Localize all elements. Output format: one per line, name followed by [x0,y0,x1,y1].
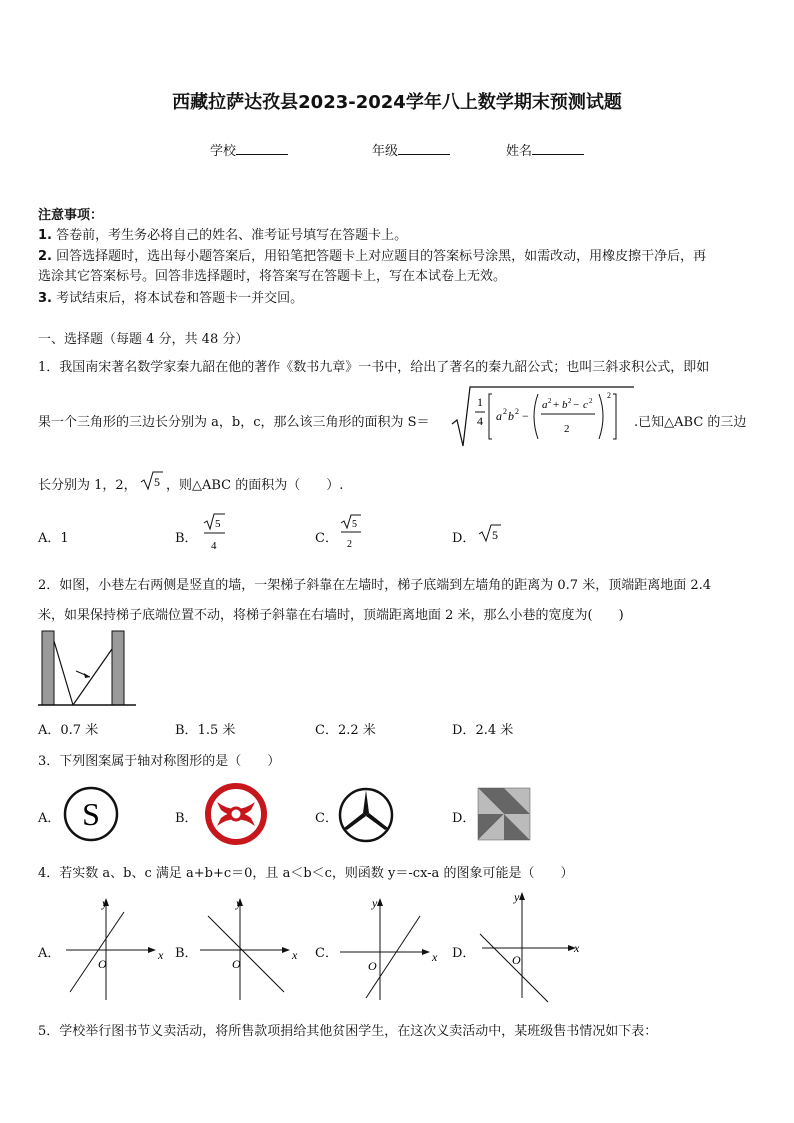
svg-text:2: 2 [564,423,570,435]
option-label: A． [38,811,61,826]
note-1-number: 1. [38,228,52,243]
q2-option-c[interactable] [315,719,376,738]
note-2-number: 2. [38,249,52,264]
q1-line-2b: .已知△ABC 的三边 [634,415,747,430]
option-label: D． [452,811,476,826]
grade-field [372,140,450,159]
note-2-cont: 选涂其它答案标号。回答非选择题时，将答案写在答题卡上，写在本试卷上无效。 [38,269,507,284]
q3-option-a[interactable] [38,807,60,826]
q4-graph-b [196,892,306,1004]
option-label: C． [315,946,338,961]
q1-option-d-sqrt5 [477,522,503,544]
heron-formula [450,384,636,450]
origin-label: O [368,959,377,973]
svg-text:4: 4 [211,540,217,552]
option-label: B． [175,723,198,738]
q4-graph-d [474,886,586,1004]
svg-text:5: 5 [492,528,498,542]
option-value: 1.5 米 [197,723,236,738]
option-label: A． [38,723,61,738]
svg-text:1: 1 [477,395,483,409]
svg-text:2: 2 [347,539,352,550]
svg-text:b: b [508,409,514,423]
note-1 [38,224,407,243]
q4-option-c[interactable] [315,942,338,961]
svg-text:+: + [553,399,560,411]
note-3-number: 3. [38,291,52,306]
option-label: D． [452,946,476,961]
option-label: C． [315,723,338,738]
school-field [210,140,288,159]
note-2-text: 回答选择题时，选出每小题答案后，用铅笔把答题卡上对应题目的答案标号涂黑，如需改动，用橡皮擦干净后，再 [56,249,707,264]
q3-option-b[interactable] [175,807,198,826]
option-label: C． [315,811,338,826]
q2-option-a[interactable] [38,719,98,738]
q4-option-d[interactable] [452,942,475,961]
q1-line-2a: 果一个三角形的三边长分别为 a，b，c，那么该三角形的面积为 S＝ [38,415,430,430]
q5-line-1: 5．学校举行图书节义卖活动，将所售款项捐给其他贫困学生，在这次义卖活动中，某班级售书情况如下表： [38,1024,658,1039]
pinwheel-pattern [476,786,532,842]
notes-heading: 注意事项： [38,208,104,223]
y-axis-label: y [514,890,520,904]
svg-text:5: 5 [154,475,160,489]
svg-text:2: 2 [568,397,572,405]
red-ring-logo [203,782,269,846]
q1-option-a[interactable] [38,527,69,546]
q1-line-3b: ，则△ABC 的面积为（ ）. [166,478,344,493]
option-value: 1 [60,531,69,546]
q1-line-3a: 长分别为 1，2， [38,478,137,493]
page-title: 西藏拉萨达孜县2023-2024学年八上数学期末预测试题 [172,92,622,113]
grade-blank [398,142,450,155]
q1-option-d[interactable] [452,527,475,546]
note-3 [38,287,303,306]
svg-text:4: 4 [477,414,483,428]
option-label: C． [315,531,338,546]
name-field [506,140,584,159]
x-axis-label: x [158,948,164,962]
y-axis-label: y [102,896,108,910]
alley-ladder-diagram [38,629,140,709]
q1-option-b-fraction [201,512,227,556]
x-axis-label: x [432,950,438,964]
q1-option-b[interactable] [175,527,198,546]
grade-label: 年级 [372,144,399,159]
sqrt5-symbol [139,469,165,491]
svg-text:−: − [573,399,580,411]
option-label: A． [38,946,61,961]
option-label: B． [175,811,198,826]
q2-option-d[interactable] [452,719,513,738]
q1-option-c[interactable] [315,527,338,546]
school-label: 学校 [210,144,237,159]
q2-option-b[interactable] [175,719,235,738]
q3-option-c[interactable] [315,807,338,826]
svg-text:2: 2 [503,407,507,416]
svg-text:b: b [562,399,568,411]
school-blank [236,142,288,155]
option-label: B． [175,531,198,546]
svg-text:a: a [496,409,502,423]
y-axis-label: y [372,896,378,910]
svg-text:2: 2 [548,397,552,405]
q2-line-2: 米，如果保持梯子底端位置不动，将梯子斜靠在右墙时，顶端距离地面 2 米，那么小巷的宽度为( ) [38,608,624,623]
origin-label: O [98,957,107,971]
option-value: 2.2 米 [337,723,376,738]
svg-text:5: 5 [215,518,221,530]
svg-text:2: 2 [515,407,519,416]
y-axis-label: y [236,896,242,910]
q1-option-c-fraction [339,513,363,553]
option-value: 2.4 米 [475,723,514,738]
q3-line-1: 3．下列图案属于轴对称图形的是（ ） [38,754,281,769]
section-1-heading: 一、选择题（每题 4 分，共 48 分） [38,332,249,347]
circle-s-logo [62,785,120,843]
q4-graph-c [336,892,446,1004]
name-label: 姓名 [506,144,533,159]
svg-text:−: − [522,409,529,423]
svg-text:c: c [583,399,588,411]
origin-label: O [512,953,521,967]
note-3-text: 考试结束后，将本试卷和答题卡一并交回。 [56,291,304,306]
option-label: A． [38,531,61,546]
note-2 [38,245,706,264]
svg-text:2: 2 [589,397,593,405]
q4-graph-a [62,892,172,1004]
q4-option-b[interactable] [175,942,198,961]
svg-text:5: 5 [352,519,357,530]
option-label: B． [175,946,198,961]
x-axis-label: x [574,941,580,955]
option-label: D． [452,531,476,546]
q2-line-1: 2．如图，小巷左右两侧是竖直的墙，一架梯子斜靠在左墙时，梯子底端到左墙角的距离为 0.7 米，顶端距离地面 2.4 [38,578,712,593]
q3-option-d[interactable] [452,807,475,826]
svg-text:2: 2 [607,391,611,400]
option-value: 0.7 米 [60,723,99,738]
option-label: D． [452,723,476,738]
svg-text:a: a [542,399,548,411]
origin-label: O [232,957,241,971]
name-blank [532,142,584,155]
q4-option-a[interactable] [38,942,60,961]
note-1-text: 答卷前，考生务必将自己的姓名、准考证号填写在答题卡上。 [56,228,408,243]
x-axis-label: x [292,948,298,962]
q1-line-1: 1．我国南宋著名数学家秦九韶在他的著作《数书九章》一书中，给出了著名的秦九韶公式；也叫三斜求积公式，即如 [38,360,710,375]
circle-s-letter: S [82,796,100,832]
q4-line-1: 4．若实数 a、b、c 满足 a+b+c＝0，且 a＜b＜c，则函数 y＝-cx-a 的图象可能是（ ） [38,866,574,881]
three-point-star-logo [337,786,395,844]
